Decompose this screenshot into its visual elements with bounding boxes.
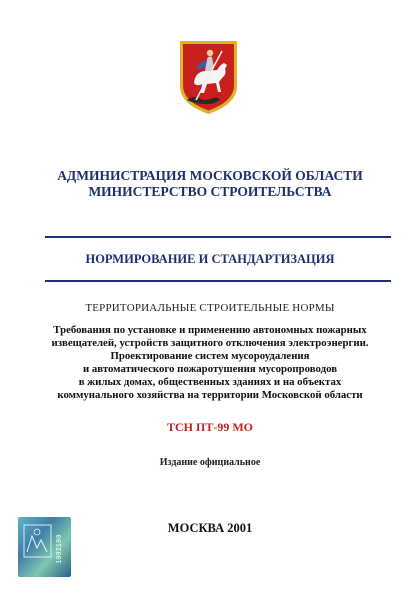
divider-bottom: [45, 280, 391, 282]
description-line: Проектирование систем мусороудаления: [110, 350, 310, 362]
ministry-name: МИНИСТЕРСТВО СТРОИТЕЛЬСТВА: [88, 184, 332, 199]
city-year: МОСКВА 2001: [167, 521, 253, 535]
section-title: НОРМИРОВАНИЕ И СТАНДАРТИЗАЦИЯ: [85, 252, 335, 266]
description-line: Требования по установке и применению автономных пожарных: [53, 324, 367, 336]
hologram-serial: 1002180: [56, 534, 64, 564]
document-description: [0, 324, 420, 402]
description-line: извещателей, устройств защитного отключения электроэнергии.: [51, 337, 369, 349]
edition-label: Издание официальное: [159, 457, 261, 468]
hologram-sticker-icon: [17, 516, 72, 578]
document-kind: ТЕРРИТОРИАЛЬНЫЕ СТРОИТЕЛЬНЫЕ НОРМЫ: [85, 302, 335, 314]
description-line: и автоматического пожаротушения мусоропроводов: [82, 363, 338, 375]
document-code: ТСН ПТ-99 МО: [167, 420, 253, 434]
organization-name: АДМИНИСТРАЦИЯ МОСКОВСКОЙ ОБЛАСТИ: [57, 168, 363, 183]
moscow-coat-of-arms-icon: [177, 38, 240, 116]
description-line: в жилых домах, общественных зданиях и на объектах: [78, 376, 342, 388]
description-line: коммунального хозяйства на территории Московской области: [57, 389, 363, 401]
divider-top: [45, 236, 391, 238]
